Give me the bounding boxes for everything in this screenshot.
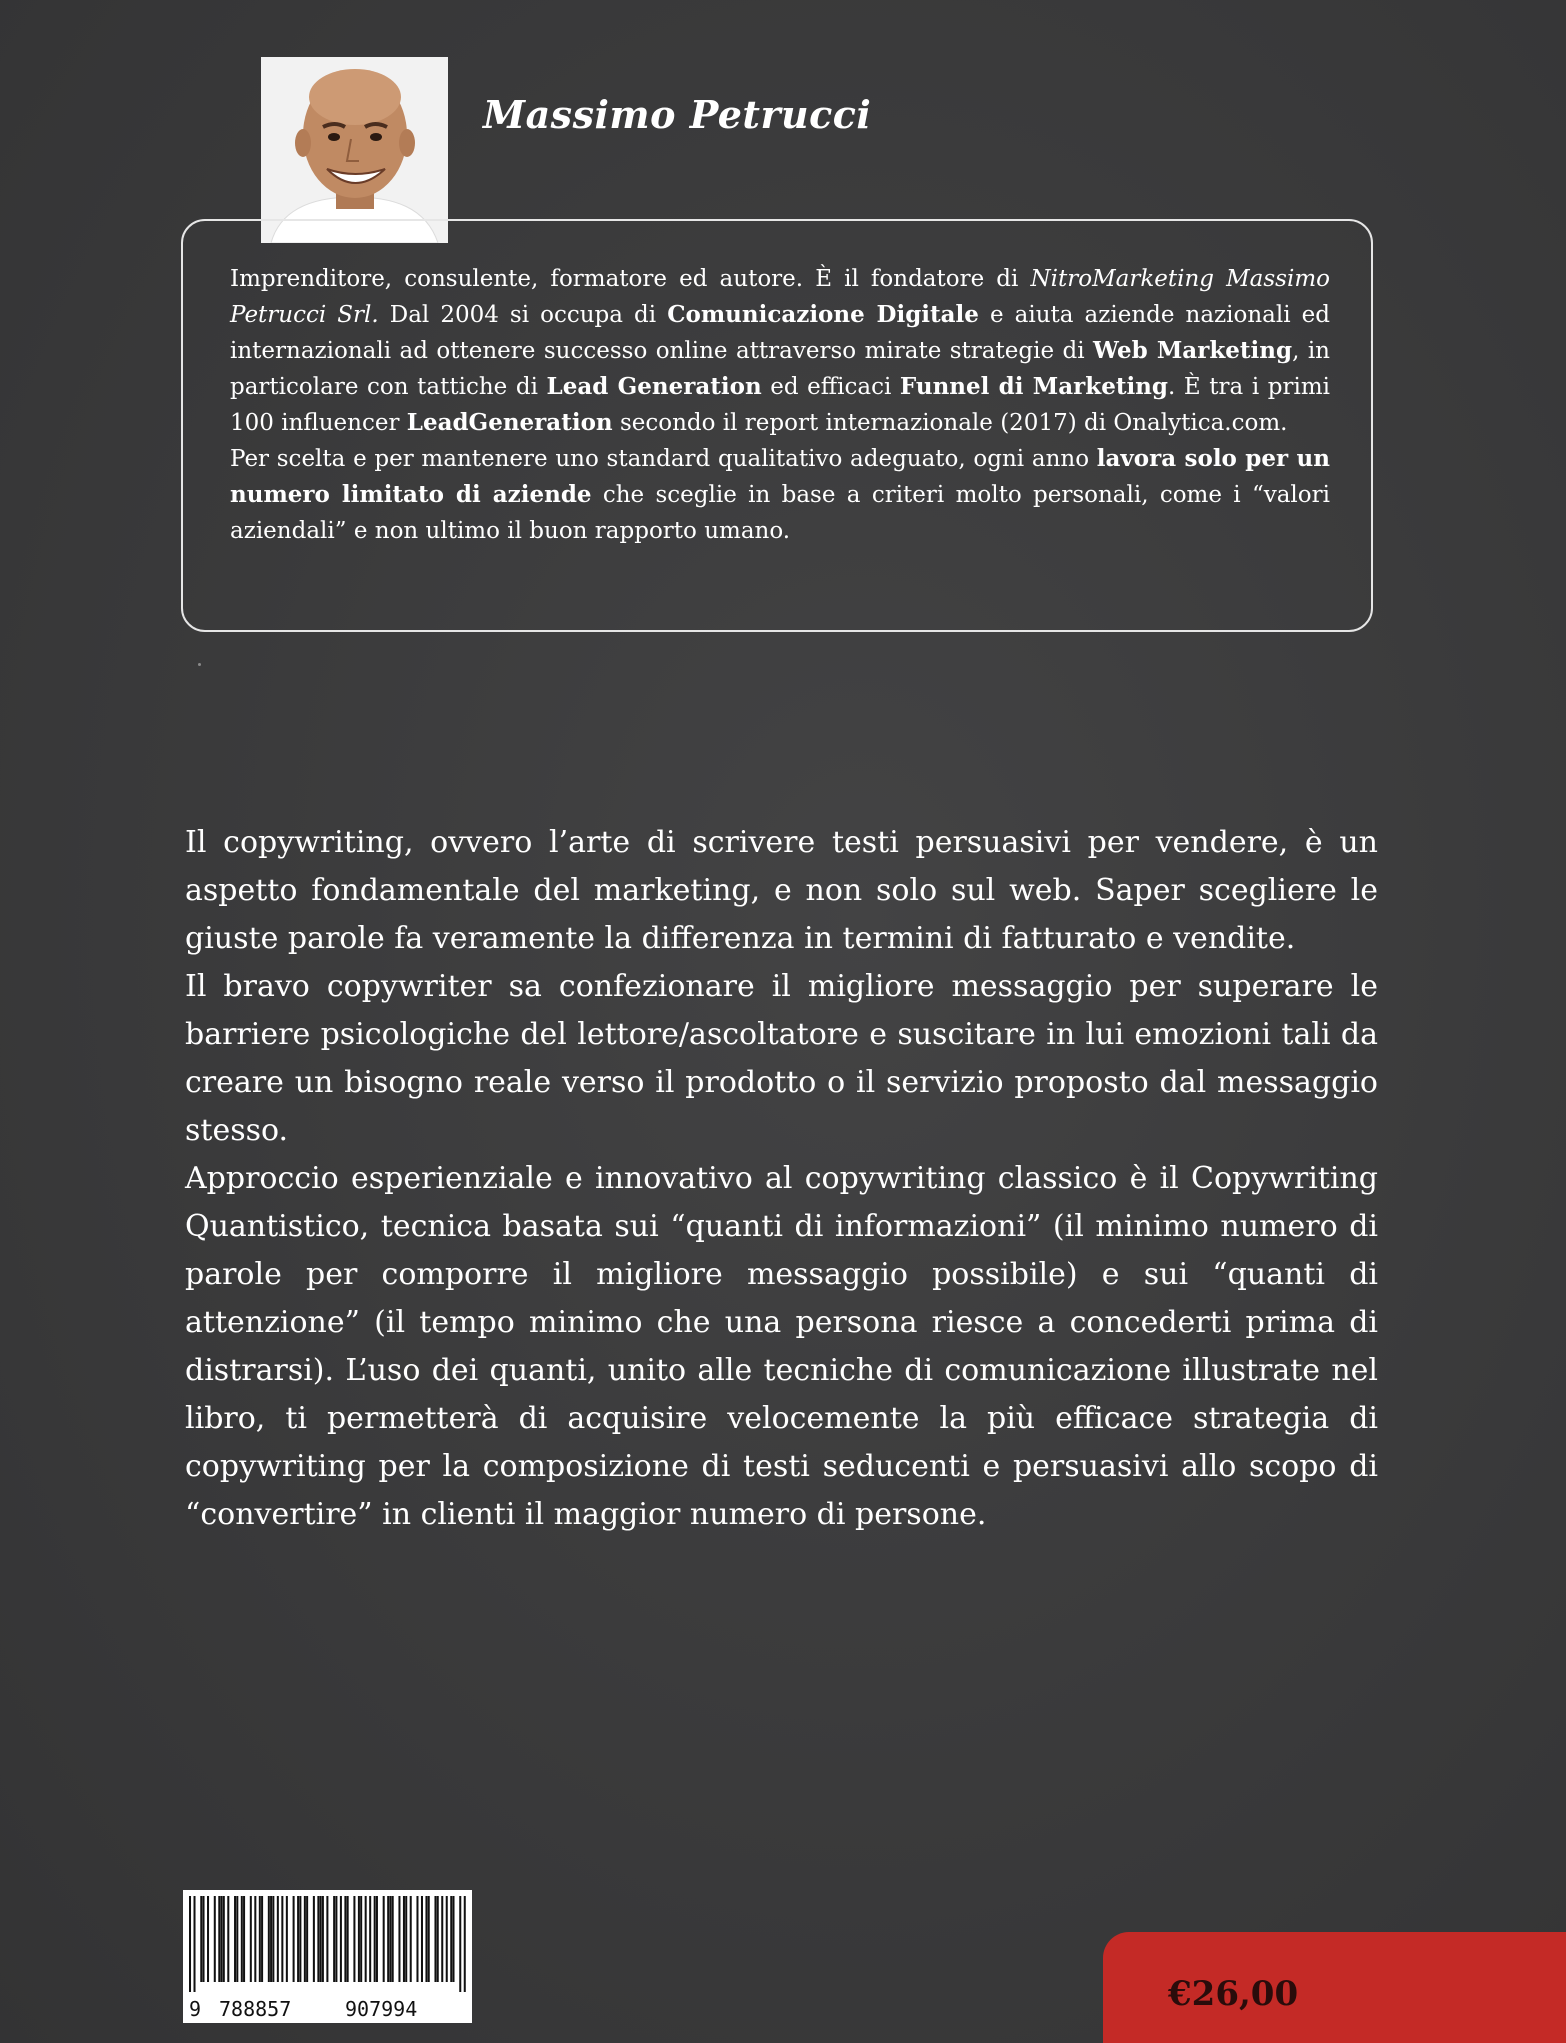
price-tag — [1103, 1932, 1566, 2043]
isbn-digit-first: 9 — [189, 1997, 202, 2021]
book-description — [185, 819, 1378, 1539]
barcode-bar — [387, 1896, 389, 1982]
barcode-bar — [317, 1896, 319, 1982]
barcode-bar — [236, 1896, 238, 1982]
decorative-dot — [198, 663, 201, 666]
barcode-bar — [241, 1896, 243, 1982]
isbn-barcode — [183, 1890, 472, 2023]
isbn-group-left: 788857 — [219, 1997, 292, 2021]
barcode-bar — [322, 1896, 324, 1982]
author-bio-text — [230, 261, 1330, 549]
bio-emphasis-bold: Funnel di Marketing — [899, 373, 1168, 400]
barcode-bar — [189, 1896, 191, 1992]
description-paragraph: Il bravo copywriter sa confezionare il migliore messaggio per superare le barriere psicologiche del lettore/ascoltatore e suscitare in lui emozioni tali da creare un bisogno reale verso il prodotto o il servizio proposto dal messaggio stesso. — [185, 969, 1378, 1148]
barcode-bar — [405, 1896, 407, 1982]
bio-emphasis-bold: Lead Generation — [546, 373, 762, 400]
barcode-bar — [326, 1896, 328, 1982]
description-paragraph: Il copywriting, ovvero l’arte di scrivere testi persuasivi per vendere, è un aspetto fondamentale del marketing, e non solo sul web. Saper scegliere le giuste parole fa veramente la differenza in termini di fatturato e vendite. — [185, 825, 1378, 956]
barcode-bar — [203, 1896, 205, 1982]
barcode-bar — [416, 1896, 418, 1982]
barcode-bar — [353, 1896, 355, 1982]
barcode-bar — [297, 1896, 299, 1982]
barcode-bar — [277, 1896, 279, 1982]
barcode-bar — [218, 1896, 220, 1982]
barcode-bar — [207, 1896, 209, 1982]
barcode-bar — [398, 1896, 400, 1982]
barcode-bar — [333, 1896, 335, 1982]
author-photo — [261, 57, 448, 243]
barcode-bar — [403, 1896, 405, 1982]
barcode-bar — [347, 1896, 349, 1982]
barcode-bar — [223, 1896, 225, 1982]
barcode-bar — [254, 1896, 256, 1982]
barcode-bar — [441, 1896, 443, 1982]
bio-emphasis-bold: Web Marketing — [1093, 337, 1293, 364]
barcode-bar — [459, 1896, 461, 1992]
barcode-bar — [221, 1896, 223, 1982]
barcode-bar — [259, 1896, 261, 1982]
bio-text-run: secondo il report internazionale (2017) di Onalytica.com. — [612, 410, 1288, 436]
author-portrait-image — [261, 57, 448, 243]
barcode-bar — [421, 1896, 423, 1982]
author-bio-paragraph — [230, 441, 1330, 549]
bio-text-run: . È tra i primi 100 influencer — [230, 374, 1331, 436]
bio-text-run: che sceglie in base a criteri molto personali, come i “valori aziendali” e non ultimo il buon rapporto umano. — [230, 482, 1330, 544]
barcode-bar — [389, 1896, 391, 1982]
barcode-bar — [369, 1896, 371, 1982]
barcode-bar — [227, 1896, 229, 1982]
bio-text-run: e aiuta aziende nazionali ed internazionali ad ottenere successo online attraverso mirate strategie di — [230, 302, 1330, 364]
barcode-bar — [214, 1896, 216, 1982]
barcode-bar — [250, 1896, 252, 1982]
barcode-bar — [340, 1896, 342, 1982]
barcode-bar — [392, 1896, 394, 1982]
author-bio-box — [181, 219, 1373, 632]
barcode-bar — [200, 1896, 202, 1982]
barcode-bar — [234, 1896, 236, 1982]
barcode-bar — [261, 1896, 263, 1982]
barcode-bar — [268, 1896, 270, 1982]
description-paragraph: Approccio esperienziale e innovativo al copywriting classico è il Copywriting Quantistico, tecnica basata sui “quanti di informazioni” (il minimo numero di parole per comporre il migliore messaggio possibile) e sui “quanti di attenzione” (il tempo minimo che una persona riesce a concederti prima di distrarsi). L’uso dei quanti, unito alle tecniche di comunicazione illustrate nel libro, ti permetterà di acquisire velocemente la più efficace strategia di copywriting per la composizione di testi seducenti e persuasivi allo scopo di “convertire” in clienti il maggior numero di persone. — [185, 1161, 1378, 1532]
barcode-bar — [344, 1896, 346, 1982]
barcode-bar — [374, 1896, 376, 1982]
bio-emphasis-italic: NitroMarketing Massimo Petrucci Srl. — [230, 266, 1330, 328]
barcode-bar — [299, 1896, 301, 1982]
bio-emphasis-bold: lavora solo per un numero limitato di aziende — [230, 445, 1330, 508]
barcode-bar — [335, 1896, 337, 1982]
isbn-group-right: 907994 — [345, 1997, 418, 2021]
bio-text-run: Per scelta e per mantenere uno standard qualitativo adeguato, ogni anno — [230, 446, 1097, 472]
bio-text-run: , in particolare con tattiche di — [230, 338, 1330, 400]
barcode-bar — [286, 1896, 288, 1982]
bio-emphasis-bold: Comunicazione Digitale — [667, 301, 979, 328]
bio-text-run: Imprenditore, consulente, formatore ed autore. È il fondatore di — [230, 266, 1031, 292]
barcode-bar — [410, 1896, 412, 1982]
barcode-bar — [383, 1896, 385, 1982]
barcode-bar — [452, 1896, 454, 1982]
barcode-bar — [358, 1896, 360, 1982]
author-bio-paragraph — [230, 261, 1330, 441]
barcode-bar — [243, 1896, 245, 1982]
barcode-bar — [281, 1896, 283, 1982]
barcode-bar — [304, 1896, 306, 1982]
barcode-bar — [450, 1896, 452, 1982]
barcode-bar — [313, 1896, 315, 1982]
barcode-bar — [425, 1896, 427, 1982]
barcode-bar — [270, 1896, 272, 1982]
barcode-bar — [306, 1896, 308, 1982]
bio-text-run: ed efficaci — [761, 374, 900, 400]
barcode-bar — [464, 1896, 466, 1992]
price-label: €26,00 — [1168, 1974, 1299, 2014]
barcode-bars — [189, 1896, 466, 1992]
barcode-bar — [437, 1896, 439, 1982]
barcode-bar — [293, 1896, 295, 1982]
barcode-bar — [320, 1896, 322, 1982]
barcode-bar — [428, 1896, 430, 1982]
bio-text-run: Dal 2004 si occupa di — [378, 302, 668, 328]
barcode-bar — [272, 1896, 274, 1982]
bio-emphasis-bold: LeadGeneration — [406, 409, 613, 436]
barcode-bar — [446, 1896, 448, 1982]
barcode-bar — [365, 1896, 367, 1982]
barcode-bar — [376, 1896, 378, 1982]
barcode-bar — [434, 1896, 436, 1982]
barcode-bar — [194, 1896, 196, 1992]
author-name: Massimo Petrucci — [483, 92, 872, 137]
barcode-bar — [360, 1896, 362, 1982]
